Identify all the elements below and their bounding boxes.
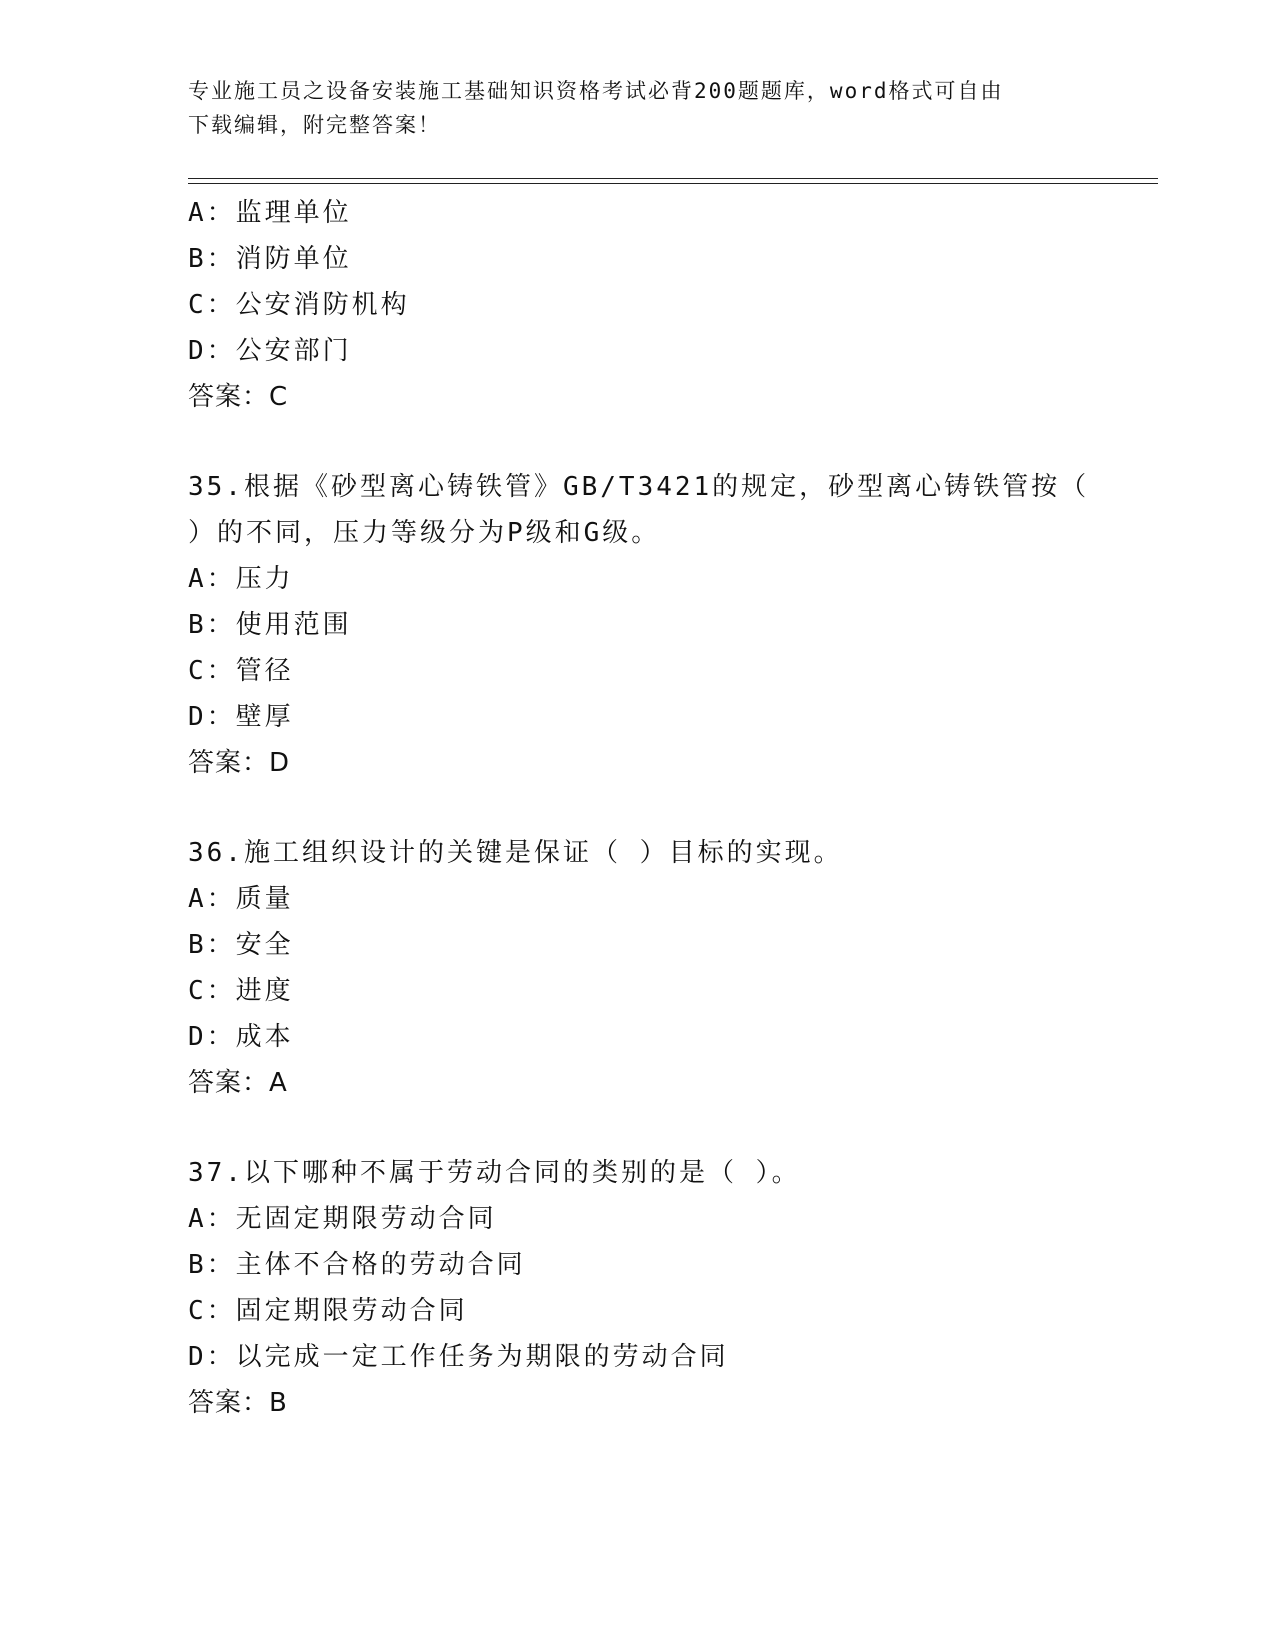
option-d: D：公安部门 <box>188 336 352 366</box>
option-b: B：主体不合格的劳动合同 <box>188 1250 526 1280</box>
option-b: B：使用范围 <box>188 610 352 640</box>
question-stem-line-1: 35.根据《砂型离心铸铁管》GB/T3421的规定，砂型离心铸铁管按（ <box>188 472 1090 502</box>
option-a: A：质量 <box>188 884 294 914</box>
option-b: B：安全 <box>188 930 294 960</box>
option-c: C：进度 <box>188 976 294 1006</box>
option-d: D：以完成一定工作任务为期限的劳动合同 <box>188 1342 729 1372</box>
option-d: D：成本 <box>188 1022 294 1052</box>
question-stem-line-2: ）的不同，压力等级分为P级和G级。 <box>188 518 661 548</box>
option-c: C：公安消防机构 <box>188 290 410 320</box>
answer: 答案：A <box>188 1068 288 1098</box>
header-line-1: 专业施工员之设备安装施工基础知识资格考试必背200题题库，word格式可自由 <box>188 79 1004 103</box>
question-list <box>188 190 1088 1426</box>
document-header <box>188 74 1088 142</box>
option-a: A：无固定期限劳动合同 <box>188 1204 497 1234</box>
header-rule-bottom <box>188 183 1158 184</box>
option-c: C：固定期限劳动合同 <box>188 1296 468 1326</box>
answer: 答案：B <box>188 1388 288 1418</box>
question-34-continued <box>188 190 1088 420</box>
question-stem: 37.以下哪种不属于劳动合同的类别的是（ ）。 <box>188 1158 801 1188</box>
option-b: B：消防单位 <box>188 244 352 274</box>
question-35 <box>188 464 1088 786</box>
header-line-2: 下载编辑，附完整答案！ <box>188 113 441 137</box>
option-c: C：管径 <box>188 656 294 686</box>
question-stem: 36.施工组织设计的关键是保证（ ）目标的实现。 <box>188 838 843 868</box>
option-a: A：压力 <box>188 564 294 594</box>
header-rule-top <box>188 178 1158 179</box>
option-d: D：壁厚 <box>188 702 294 732</box>
answer: 答案：D <box>188 748 291 778</box>
option-a: A：监理单位 <box>188 198 352 228</box>
question-36 <box>188 830 1088 1106</box>
question-37 <box>188 1150 1088 1426</box>
answer: 答案：C <box>188 382 289 412</box>
